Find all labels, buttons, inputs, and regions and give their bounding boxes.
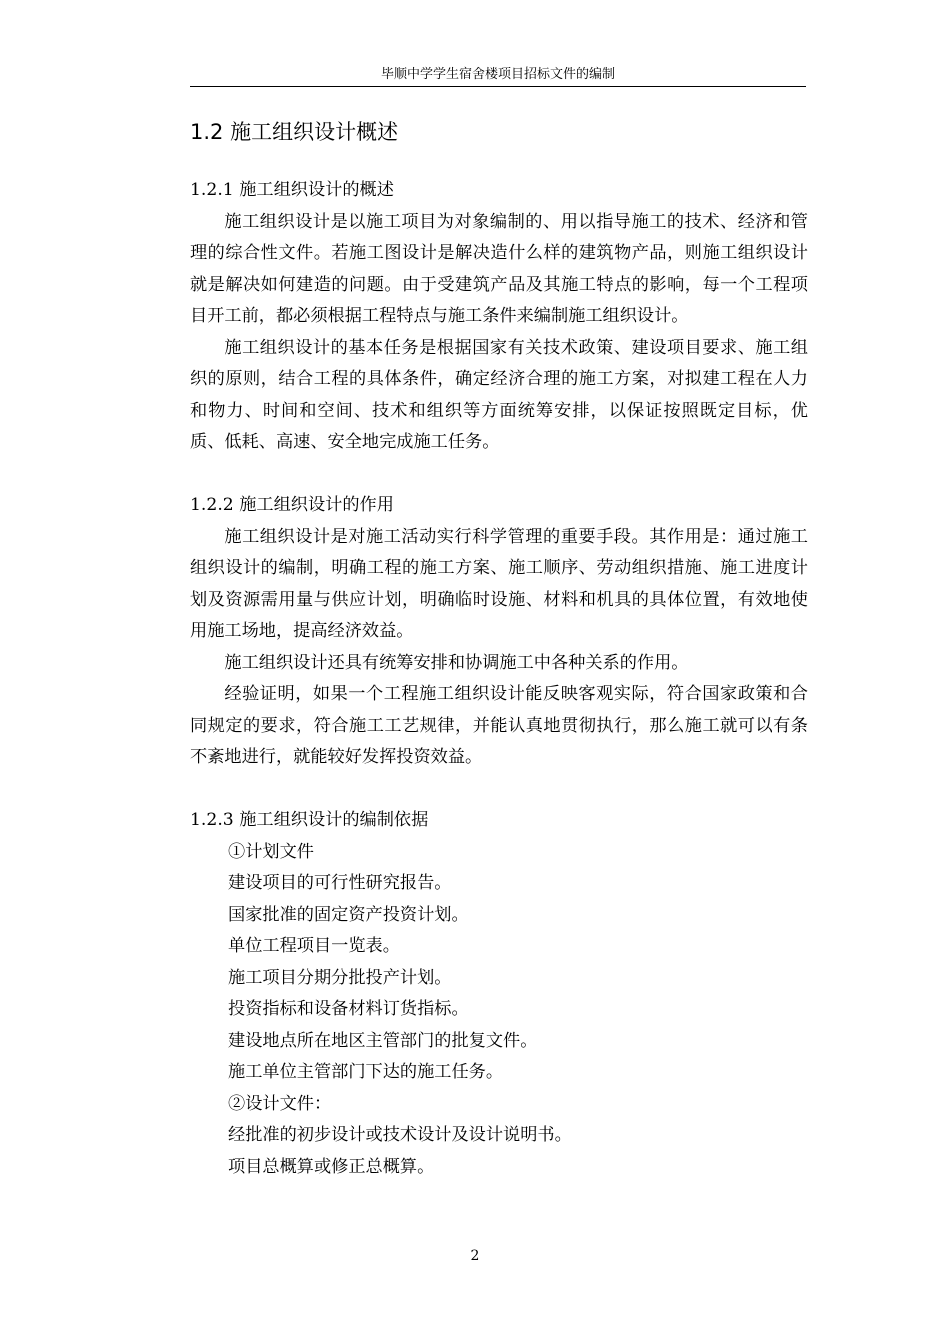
list-item: ①计划文件 [228,841,314,862]
document-body [190,175,808,1183]
list-item: 项目总概算或修正总概算。 [228,1156,435,1177]
list-item: ②设计文件： [228,1093,332,1114]
subsection-heading-1-2-1: 1.2.1 施工组织设计的概述 [190,180,394,200]
list-item: 建设项目的可行性研究报告。 [228,873,452,893]
paragraph: 施工组织设计是对施工活动实行科学管理的重要手段。其作用是：通过施工组织设计的编制，明确工程的施工方案、施工顺序、劳动组织措施、施工进度计划及资源需用量与供应计划，明确临时设施、材料和机具的具体位置，有效地使用施工场地，提高经济效益。 [190,526,808,641]
subsection-heading-1-2-2: 1.2.2 施工组织设计的作用 [190,495,394,515]
list-item: 经批准的初步设计或技术设计及设计说明书。 [228,1125,572,1145]
header-rule [190,86,806,87]
list-item: 建设地点所在地区主管部门的批复文件。 [228,1030,538,1051]
list-item: 国家批准的固定资产投资计划。 [228,904,469,925]
list-item: 施工项目分期分批投产计划。 [228,967,452,988]
subsection-heading-1-2-3: 1.2.3 施工组织设计的编制依据 [190,810,429,830]
section-spacer [190,459,808,491]
section-spacer [190,774,808,806]
list-item: 投资指标和设备材料订货指标。 [228,999,469,1019]
paragraph: 施工组织设计是以施工项目为对象编制的、用以指导施工的技术、经济和管理的综合性文件。若施工图设计是解决造什么样的建筑物产品，则施工组织设计就是解决如何建造的问题。由于受建筑产品及其施工特点的影响，每一个工程项目开工前，都必须根据工程特点与施工条件来编制施工组织设计。 [190,211,808,326]
section-title: 1.2 施工组织设计概述 [190,120,399,144]
list-item: 单位工程项目一览表。 [228,936,400,956]
list-item: 施工单位主管部门下达的施工任务。 [228,1062,504,1082]
page-number: 2 [470,1248,480,1264]
paragraph: 施工组织设计的基本任务是根据国家有关技术政策、建设项目要求、施工组织的原则，结合工程的具体条件，确定经济合理的施工方案，对拟建工程在人力和物力、时间和空间、技术和组织等方面统筹安排，以保证按照既定目标，优质、低耗、高速、安全地完成施工任务。 [190,337,808,452]
running-header: 毕顺中学学生宿舍楼项目招标文件的编制 [380,67,615,82]
paragraph: 经验证明，如果一个工程施工组织设计能反映客观实际，符合国家政策和合同规定的要求，符合施工工艺规律，并能认真地贯彻执行，那么施工就可以有条不紊地进行，就能较好发挥投资效益。 [190,684,808,767]
paragraph: 施工组织设计还具有统筹安排和协调施工中各种关系的作用。 [224,652,689,673]
